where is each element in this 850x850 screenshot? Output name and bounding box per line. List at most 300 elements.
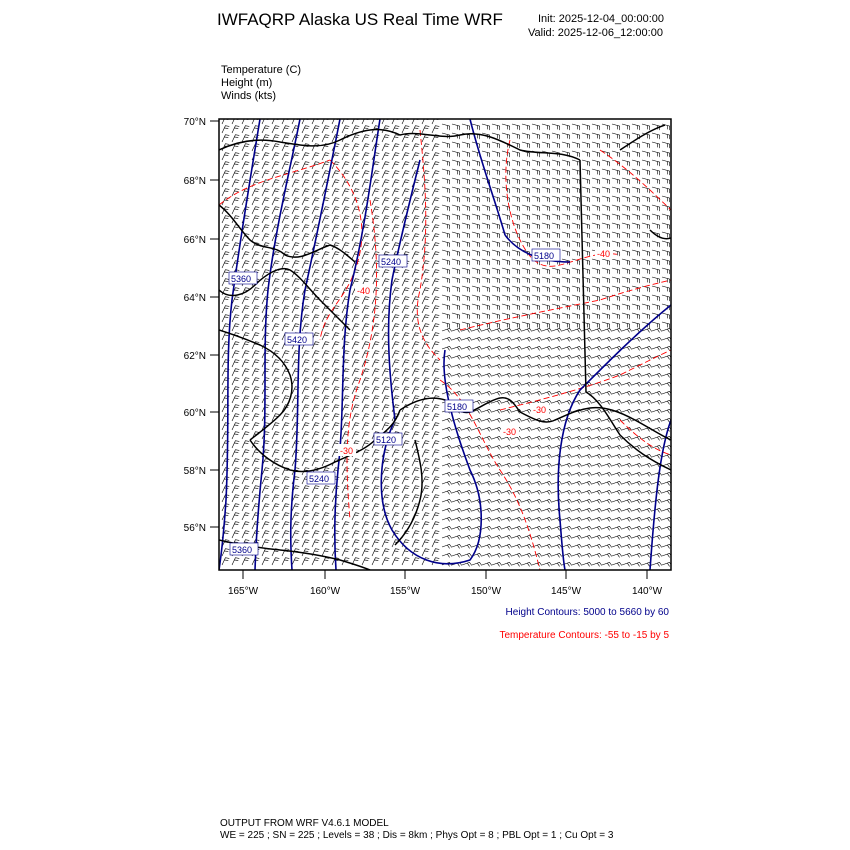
wind-barb bbox=[662, 250, 670, 256]
wind-barb bbox=[352, 468, 359, 475]
wind-barb bbox=[542, 142, 550, 148]
wind-barb bbox=[312, 513, 319, 520]
wind-barb bbox=[582, 160, 590, 166]
wind-barb bbox=[232, 423, 239, 430]
wind-barb bbox=[282, 450, 289, 457]
wind-barb bbox=[452, 250, 460, 256]
wind-barb bbox=[352, 315, 359, 322]
wind-barb bbox=[352, 495, 359, 502]
wind-barb bbox=[262, 207, 269, 214]
wind-barb bbox=[532, 160, 540, 166]
wind-barb bbox=[602, 277, 610, 283]
wind-barb bbox=[492, 304, 500, 310]
wind-barb bbox=[652, 409, 662, 413]
wind-barb bbox=[452, 373, 462, 377]
wind-barb bbox=[632, 268, 640, 274]
wind-barb bbox=[342, 522, 349, 529]
wind-barb bbox=[222, 324, 229, 331]
wind-barb bbox=[592, 142, 600, 148]
wind-barb bbox=[522, 142, 530, 148]
wind-barb bbox=[542, 490, 552, 494]
wind-barb bbox=[402, 459, 409, 466]
wind-barb bbox=[242, 387, 249, 394]
wind-barb bbox=[252, 261, 259, 268]
wind-barb bbox=[382, 540, 389, 547]
wind-barb bbox=[652, 286, 660, 292]
wind-barb bbox=[622, 373, 632, 377]
wind-barb bbox=[422, 477, 429, 484]
wind-barb bbox=[522, 382, 532, 386]
wind-barb bbox=[542, 508, 552, 512]
wind-barb bbox=[512, 463, 522, 467]
wind-barb bbox=[272, 432, 279, 439]
wind-barb bbox=[322, 441, 329, 448]
wind-barb bbox=[472, 481, 482, 485]
wind-barb bbox=[412, 351, 419, 358]
wind-barb bbox=[422, 351, 429, 358]
wind-barb bbox=[492, 364, 502, 368]
wind-barb bbox=[592, 259, 600, 265]
wind-barb bbox=[412, 117, 419, 124]
wind-barb bbox=[452, 382, 462, 386]
wind-barb bbox=[332, 396, 339, 403]
wind-barb bbox=[242, 306, 249, 313]
wind-barb bbox=[532, 436, 542, 440]
wind-barb bbox=[622, 481, 632, 485]
wind-barb bbox=[622, 409, 632, 413]
wind-barb bbox=[572, 313, 580, 319]
wind-barb bbox=[542, 481, 552, 485]
wind-barb bbox=[272, 441, 279, 448]
wind-barb bbox=[632, 391, 642, 395]
wind-barb bbox=[592, 346, 602, 350]
wind-barb bbox=[542, 295, 550, 301]
wind-barb bbox=[332, 261, 339, 268]
wind-barb bbox=[292, 261, 299, 268]
wind-barb bbox=[342, 261, 349, 268]
wind-barb bbox=[622, 241, 630, 247]
wind-barb bbox=[232, 324, 239, 331]
wind-barb bbox=[412, 207, 419, 214]
wind-barb bbox=[272, 144, 279, 151]
wind-barb bbox=[532, 373, 542, 377]
wind-barb bbox=[582, 124, 590, 130]
wind-barb bbox=[382, 387, 389, 394]
wind-barb bbox=[482, 481, 492, 485]
wind-barb bbox=[602, 463, 612, 467]
wind-barb bbox=[372, 378, 379, 385]
wind-barb bbox=[632, 400, 642, 404]
wind-barb bbox=[522, 391, 532, 395]
wind-barb bbox=[422, 315, 429, 322]
wind-barb bbox=[302, 189, 309, 196]
wind-barb bbox=[332, 531, 339, 538]
wind-barb bbox=[472, 490, 482, 494]
wind-barb bbox=[512, 364, 522, 368]
wind-barb bbox=[512, 250, 520, 256]
height-label: 5120 bbox=[376, 435, 397, 445]
wind-barb bbox=[462, 295, 470, 301]
wind-barb bbox=[482, 286, 490, 292]
wind-barb bbox=[572, 328, 582, 332]
wind-barb bbox=[462, 454, 472, 458]
wind-barb bbox=[622, 445, 632, 449]
wind-barb bbox=[602, 304, 610, 310]
wind-barb bbox=[392, 207, 399, 214]
wind-barb bbox=[222, 216, 229, 223]
wind-barb bbox=[322, 558, 329, 565]
height-label: 5360 bbox=[231, 274, 252, 284]
wind-barb bbox=[582, 196, 590, 202]
wind-barb bbox=[652, 535, 662, 539]
wind-barb bbox=[572, 151, 580, 157]
wind-barb bbox=[332, 324, 339, 331]
wind-barb bbox=[232, 306, 239, 313]
wind-barb bbox=[612, 454, 622, 458]
wind-barb bbox=[632, 205, 640, 211]
wind-barb bbox=[342, 504, 349, 511]
wind-barb bbox=[542, 133, 550, 139]
wind-barb bbox=[292, 252, 299, 259]
wind-barb bbox=[572, 364, 582, 368]
wind-barb bbox=[432, 270, 439, 277]
wind-barb bbox=[282, 162, 289, 169]
wind-barb bbox=[552, 427, 562, 431]
wind-barb bbox=[622, 499, 632, 503]
wind-barb bbox=[282, 522, 289, 529]
wind-barb bbox=[612, 553, 622, 557]
wind-barb bbox=[562, 169, 570, 175]
wind-barb bbox=[382, 216, 389, 223]
wind-barb bbox=[432, 198, 439, 205]
wind-barb bbox=[592, 151, 600, 157]
wind-barb bbox=[502, 250, 510, 256]
wind-barb bbox=[652, 250, 660, 256]
wind-barb bbox=[272, 261, 279, 268]
wind-barb bbox=[562, 526, 572, 530]
wind-barb bbox=[632, 427, 642, 431]
wind-barb bbox=[532, 508, 542, 512]
wind-barb bbox=[502, 481, 512, 485]
wind-barb bbox=[242, 459, 249, 466]
wind-barb bbox=[302, 369, 309, 376]
wind-barb bbox=[282, 477, 289, 484]
wind-barb bbox=[502, 346, 512, 350]
wind-barb bbox=[362, 432, 369, 439]
wind-barb bbox=[232, 135, 239, 142]
wind-barb bbox=[352, 396, 359, 403]
wind-barb bbox=[612, 517, 622, 521]
wind-barb bbox=[312, 369, 319, 376]
wind-barb bbox=[352, 243, 359, 250]
wind-barb bbox=[482, 562, 492, 566]
wind-barb bbox=[572, 472, 582, 476]
wind-barb bbox=[612, 400, 622, 404]
wind-barb bbox=[462, 526, 472, 530]
wind-barb bbox=[612, 481, 622, 485]
wind-barb bbox=[372, 153, 379, 160]
wind-barb bbox=[232, 126, 239, 133]
wind-barb bbox=[542, 214, 550, 220]
wind-barb bbox=[442, 436, 452, 440]
wind-barb bbox=[312, 414, 319, 421]
wind-barb bbox=[272, 342, 279, 349]
wind-barb bbox=[402, 486, 409, 493]
wind-barb bbox=[522, 481, 532, 485]
wind-barb bbox=[562, 322, 570, 328]
wind-barb bbox=[562, 373, 572, 377]
wind-barb bbox=[602, 427, 612, 431]
wind-barb bbox=[282, 441, 289, 448]
wind-barb bbox=[322, 450, 329, 457]
wind-barb bbox=[302, 459, 309, 466]
wind-barb bbox=[392, 306, 399, 313]
wind-barb bbox=[522, 463, 532, 467]
wind-barb bbox=[462, 196, 470, 202]
wind-barb bbox=[572, 214, 580, 220]
wind-barb bbox=[282, 279, 289, 286]
wind-barb bbox=[332, 414, 339, 421]
wind-barb bbox=[612, 133, 620, 139]
wind-barb bbox=[582, 142, 590, 148]
wind-barb bbox=[642, 160, 650, 166]
lat-label-62: 62°N bbox=[183, 351, 206, 362]
wind-barb bbox=[512, 295, 520, 301]
wind-barb bbox=[462, 187, 470, 193]
wind-barb bbox=[432, 405, 439, 412]
wind-barb bbox=[382, 405, 389, 412]
wind-barb bbox=[312, 180, 319, 187]
wind-barb bbox=[602, 286, 610, 292]
wind-barb bbox=[402, 162, 409, 169]
wind-barb bbox=[642, 436, 652, 440]
wind-barb bbox=[402, 297, 409, 304]
wind-barb bbox=[432, 504, 439, 511]
wind-barb bbox=[272, 495, 279, 502]
wind-barb bbox=[562, 544, 572, 548]
wind-barb bbox=[622, 151, 630, 157]
wind-barb bbox=[662, 259, 670, 265]
wind-barb bbox=[492, 295, 500, 301]
wind-barb bbox=[472, 391, 482, 395]
wind-barb bbox=[372, 504, 379, 511]
wind-barb bbox=[262, 216, 269, 223]
wind-barb bbox=[512, 196, 520, 202]
wind-barb bbox=[222, 162, 229, 169]
wind-barb bbox=[652, 346, 662, 350]
wind-barb bbox=[352, 369, 359, 376]
temperature-contour-legend: Temperature Contours: -55 to -15 by 5 bbox=[499, 630, 669, 641]
wind-barb bbox=[512, 553, 522, 557]
wind-barb bbox=[282, 306, 289, 313]
wind-barb bbox=[572, 526, 582, 530]
wind-barb bbox=[442, 481, 452, 485]
wind-barb bbox=[272, 405, 279, 412]
wind-barb bbox=[452, 178, 460, 184]
wind-barb bbox=[332, 351, 339, 358]
wind-barb bbox=[292, 297, 299, 304]
wind-barb bbox=[522, 322, 530, 328]
wind-barb bbox=[552, 364, 562, 368]
wind-barb bbox=[642, 232, 650, 238]
wind-barb bbox=[302, 432, 309, 439]
wind-barb bbox=[592, 232, 600, 238]
wind-barb bbox=[622, 400, 632, 404]
wind-barb bbox=[522, 409, 532, 413]
wind-barb bbox=[572, 445, 582, 449]
wind-barb bbox=[532, 169, 540, 175]
wind-barb bbox=[512, 259, 520, 265]
wind-barb bbox=[552, 169, 560, 175]
wind-barb bbox=[282, 234, 289, 241]
wind-barb bbox=[512, 472, 522, 476]
wind-barb bbox=[392, 189, 399, 196]
wind-barb bbox=[242, 423, 249, 430]
wind-barb bbox=[652, 214, 660, 220]
wind-barb bbox=[532, 463, 542, 467]
wind-barb bbox=[232, 378, 239, 385]
wind-barb bbox=[312, 216, 319, 223]
wind-barb bbox=[422, 504, 429, 511]
coastlines bbox=[219, 125, 671, 570]
wind-barb bbox=[542, 160, 550, 166]
wind-barb bbox=[322, 396, 329, 403]
wind-barb bbox=[392, 495, 399, 502]
wind-barb bbox=[502, 124, 510, 130]
wind-barb bbox=[402, 126, 409, 133]
wind-barb bbox=[422, 495, 429, 502]
wind-barb bbox=[382, 243, 389, 250]
wind-barb bbox=[462, 232, 470, 238]
wind-barb bbox=[372, 396, 379, 403]
wind-barb bbox=[452, 142, 460, 148]
wind-barb bbox=[452, 286, 460, 292]
wind-barb bbox=[332, 279, 339, 286]
wind-barb bbox=[372, 495, 379, 502]
wind-barb bbox=[662, 133, 670, 139]
wind-barb bbox=[502, 268, 510, 274]
wind-barb bbox=[392, 504, 399, 511]
wind-barb bbox=[312, 126, 319, 133]
wind-barb bbox=[582, 169, 590, 175]
wind-barb bbox=[272, 162, 279, 169]
wind-barb bbox=[392, 486, 399, 493]
wind-barb bbox=[352, 414, 359, 421]
wind-barb bbox=[442, 268, 450, 274]
wind-barb bbox=[612, 328, 622, 332]
wind-barb bbox=[472, 373, 482, 377]
wind-barb bbox=[612, 169, 620, 175]
wind-barb bbox=[232, 162, 239, 169]
wind-barb bbox=[602, 142, 610, 148]
wind-barb bbox=[592, 409, 602, 413]
wind-barb bbox=[272, 333, 279, 340]
wind-barb bbox=[392, 216, 399, 223]
wind-barb bbox=[522, 196, 530, 202]
wind-barb bbox=[632, 508, 642, 512]
wind-barb bbox=[452, 499, 462, 503]
height-label: 5180 bbox=[534, 251, 555, 261]
wind-barb bbox=[272, 387, 279, 394]
wind-barb bbox=[442, 418, 452, 422]
wind-barb bbox=[542, 196, 550, 202]
wind-barb bbox=[402, 360, 409, 367]
wind-barb bbox=[402, 378, 409, 385]
wind-barb bbox=[252, 423, 259, 430]
wind-barb bbox=[582, 427, 592, 431]
wind-barb bbox=[412, 144, 419, 151]
wind-barb bbox=[622, 322, 630, 328]
lon-label-160w: 160°W bbox=[309, 586, 341, 597]
wind-barb bbox=[482, 544, 492, 548]
wind-barb bbox=[562, 508, 572, 512]
wind-barb bbox=[482, 196, 490, 202]
wind-barb bbox=[572, 562, 582, 566]
wind-barb bbox=[642, 544, 652, 548]
wind-barb bbox=[592, 328, 602, 332]
wind-barb bbox=[602, 517, 612, 521]
wind-barb bbox=[602, 346, 612, 350]
wind-barb bbox=[582, 454, 592, 458]
wind-barb bbox=[242, 117, 249, 124]
wind-barb bbox=[462, 286, 470, 292]
wind-barb bbox=[492, 178, 500, 184]
wind-barb bbox=[482, 259, 490, 265]
wind-barb bbox=[532, 196, 540, 202]
wind-barb bbox=[492, 562, 502, 566]
wind-barb bbox=[402, 495, 409, 502]
wind-barb bbox=[382, 279, 389, 286]
wind-barb bbox=[542, 286, 550, 292]
wind-barb bbox=[332, 171, 339, 178]
wind-barb bbox=[532, 427, 542, 431]
wind-barb bbox=[482, 205, 490, 211]
wind-barb bbox=[592, 241, 600, 247]
wind-barb bbox=[502, 535, 512, 539]
wind-barb bbox=[582, 373, 592, 377]
wind-barb bbox=[422, 333, 429, 340]
wind-barb bbox=[392, 450, 399, 457]
wind-barb bbox=[572, 355, 582, 359]
wind-barb bbox=[242, 180, 249, 187]
wind-barb bbox=[612, 499, 622, 503]
wind-barb bbox=[312, 504, 319, 511]
wind-barb bbox=[502, 472, 512, 476]
wind-barb bbox=[542, 562, 552, 566]
wind-barb bbox=[252, 414, 259, 421]
height-label: 5180 bbox=[447, 402, 468, 412]
wind-barb bbox=[352, 387, 359, 394]
wind-barb bbox=[622, 562, 632, 566]
wind-barb bbox=[582, 328, 592, 332]
wind-barb bbox=[282, 135, 289, 142]
wind-barb bbox=[372, 468, 379, 475]
wind-barb bbox=[572, 286, 580, 292]
lat-label-68: 68°N bbox=[183, 176, 206, 187]
wind-barb bbox=[412, 234, 419, 241]
wind-barb bbox=[622, 463, 632, 467]
wind-barb bbox=[532, 187, 540, 193]
wind-barb bbox=[602, 436, 612, 440]
wind-barb bbox=[322, 540, 329, 547]
wind-barb bbox=[442, 454, 452, 458]
wind-barb bbox=[492, 142, 500, 148]
wind-barb bbox=[322, 486, 329, 493]
wind-barb bbox=[242, 468, 249, 475]
wind-barb bbox=[612, 250, 620, 256]
wind-barb bbox=[512, 178, 520, 184]
wind-barb bbox=[502, 295, 510, 301]
